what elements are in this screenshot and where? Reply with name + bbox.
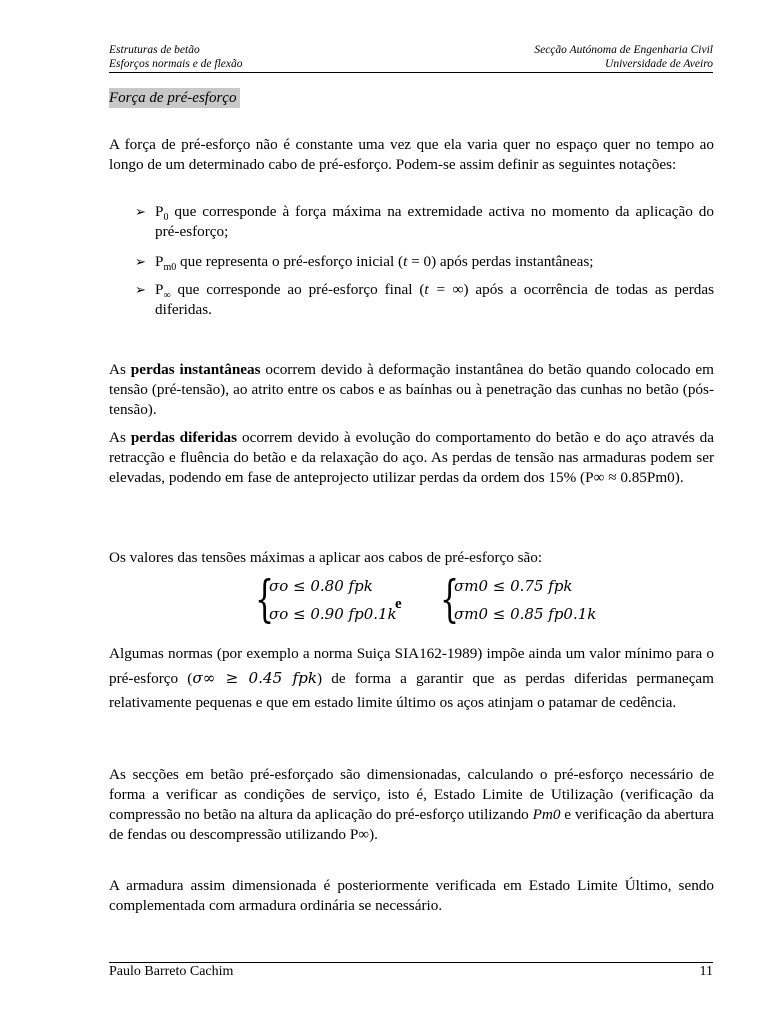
text-run: As secções em betão pré-esforçado são dimensionadas, calculando o pré-esforço necessário de forma a verificar as condições de serviço, isto é, Estado Limite de Utilização (verificação da compressão no betão na altura da aplicação do pré-esforço utilizando [109, 766, 714, 823]
bullet-p0 [135, 202, 714, 242]
bold-term: perdas instantâneas [130, 361, 261, 378]
text-run: ) de forma a garantir que as perdas diferidas permaneçam relativamente pequenas e que em estado limite último os aços atinjam o patamar de cedência. [109, 670, 714, 711]
bullet-pm0 [135, 252, 714, 272]
formula-inline: σ∞ ≥ 0.45 fpk [192, 669, 318, 687]
section-title: Força de pré-esforço [109, 88, 240, 108]
equation-line: σo ≤ 0.90 fp0.1k [269, 605, 397, 623]
arrow-bullet-icon: ➢ [135, 254, 146, 269]
symbol-t: t [403, 253, 408, 270]
bullet-text [155, 252, 714, 272]
paragraph-sections [109, 765, 714, 845]
symbol-p: P [155, 253, 164, 270]
symbol-pinf: P∞ [349, 826, 370, 843]
bullet-pinf [135, 280, 714, 320]
header-rule [109, 72, 713, 73]
footer-rule [109, 962, 713, 963]
equation-line: σo ≤ 0.80 fpk [269, 577, 373, 595]
symbol-t: t = ∞ [424, 281, 464, 298]
equation-line: σm0 ≤ 0.85 fp0.1k [454, 605, 597, 623]
intro-text: A força de pré-esforço não é constante uma vez que ela varia quer no espaço quer no tempo ao longo de um determinado cabo de pré-esforço. Podem-se assim definir as seguintes notações: [109, 136, 714, 173]
bold-term: perdas diferidas [130, 429, 238, 446]
text-run: As [109, 361, 131, 378]
intro-paragraph [109, 135, 714, 175]
formula-inline: P∞ ≈ 0.85Pm0 [585, 469, 675, 486]
bullet-desc-b: = 0) após perdas instantâneas; [407, 253, 594, 270]
bullet-text [155, 202, 714, 242]
paragraph-norms [109, 642, 714, 715]
arrow-bullet-icon: ➢ [135, 204, 146, 219]
header-department: Secção Autónoma de Engenharia Civil [534, 44, 713, 56]
equation-system-left [255, 570, 397, 631]
symbol-pm0: Pm0 [532, 806, 561, 823]
text-run: As [109, 429, 131, 446]
bullet-desc-a: que corresponde ao pré-esforço final ( [170, 281, 425, 298]
footer-author: Paulo Barreto Cachim [109, 964, 234, 979]
header-course: Estruturas de betão [109, 44, 200, 56]
symbol-sub: 0 [163, 212, 169, 224]
paragraph-deferred-losses [109, 428, 714, 488]
reinforcement-text: A armadura assim dimensionada é posteriormente verificada em Estado Limite Último, sendo complementada com armadura ordinária se necessário. [109, 877, 714, 914]
brace-symbol: { [255, 570, 275, 628]
paragraph-reinforcement [109, 876, 714, 916]
bullet-desc: que corresponde à força máxima na extremidade activa no momento da aplicação do pré-esforço; [155, 203, 714, 240]
max-stress-text: Os valores das tensões máximas a aplicar aos cabos de pré-esforço são: [109, 549, 543, 566]
page-number: 11 [699, 964, 713, 979]
text-run: Algumas normas (por exemplo a norma Suiça SIA162-1989) impõe ainda um valor mínimo para o pré-esforço ( [109, 645, 714, 687]
equation-conjunction: e [395, 596, 402, 612]
text-run: ocorrem devido à deformação instantânea do betão quando colocado em tensão (pré-tensão), ao atrito entre os cabos e as baínhas ou à penetração das cunhas no betão (pós-tensão). [109, 361, 714, 418]
equation-line: σm0 ≤ 0.75 fpk [454, 577, 573, 595]
header-topic: Esforços normais e de flexão [109, 58, 243, 70]
text-run: ). [369, 826, 378, 843]
symbol-sub: m0 [163, 262, 177, 274]
bullet-text [155, 280, 714, 320]
symbol-sub: ∞ [163, 290, 171, 302]
text-run: ocorrem devido à evolução do comportamento do betão e do aço através da retracção e fluência do betão e da relaxação do aço. As perdas de tensão nas armaduras podem ser elevadas, podendo em fase de anteprojecto utilizar perdas da ordem dos 15% ( [109, 429, 714, 486]
arrow-bullet-icon: ➢ [135, 282, 146, 297]
brace-symbol: { [440, 570, 460, 628]
text-run: e verificação da abertura de fendas ou descompressão utilizando [109, 806, 714, 843]
paragraph-instant-losses [109, 360, 714, 420]
header-university: Universidade de Aveiro [605, 58, 713, 70]
bullet-desc-a: que representa o pré-esforço inicial ( [176, 253, 404, 270]
text-run: ). [674, 469, 684, 486]
equation-system-right [440, 570, 597, 631]
paragraph-max-stress [109, 548, 714, 568]
bullet-desc-b: ) após a ocorrência de todas as perdas diferidas. [155, 281, 715, 318]
page-footer [109, 964, 713, 980]
symbol-p: P [155, 203, 164, 220]
symbol-p: P [155, 281, 164, 298]
